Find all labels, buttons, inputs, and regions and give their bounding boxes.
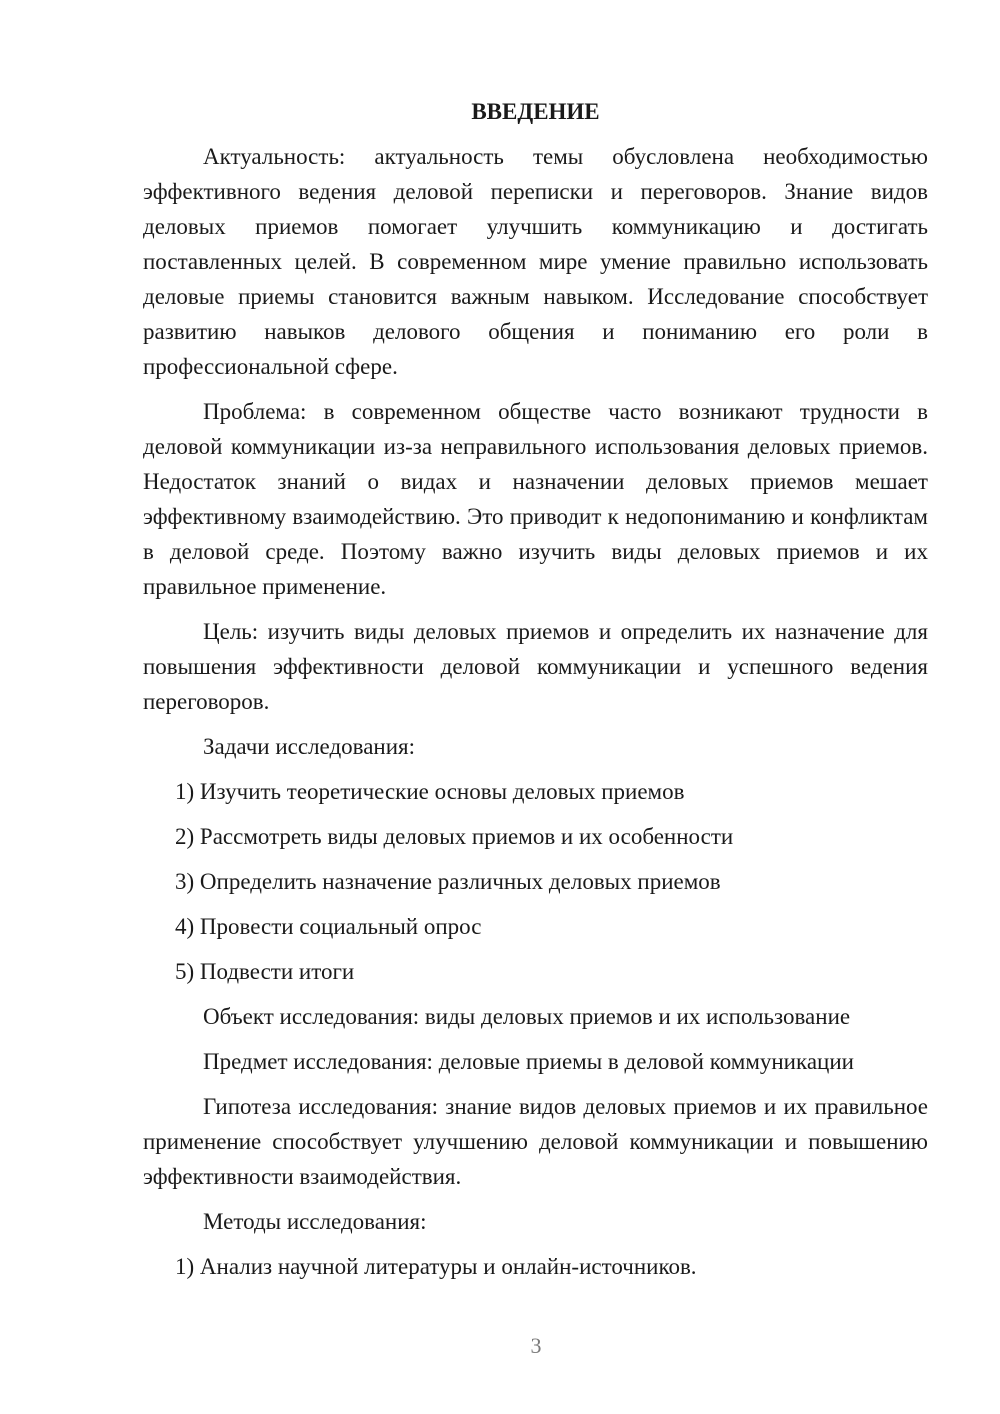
task-item: 4) Провести социальный опрос <box>175 914 482 939</box>
method-item: 1) Анализ научной литературы и онлайн-источников. <box>175 1254 697 1279</box>
document-page <box>143 94 928 1294</box>
page-number: 3 <box>530 1333 542 1358</box>
task-item: 1) Изучить теоретические основы деловых приемов <box>175 779 685 804</box>
goal-paragraph: Цель: изучить виды деловых приемов и определить их назначение для повышения эффективности деловой коммуникации и успешного ведения переговоров. <box>143 619 928 714</box>
task-item: 5) Подвести итоги <box>175 959 355 984</box>
subject-line: Предмет исследования: деловые приемы в деловой коммуникации <box>203 1049 854 1074</box>
task-item: 3) Определить назначение различных деловых приемов <box>175 869 721 894</box>
object-line: Объект исследования: виды деловых приемов и их использование <box>203 1004 851 1029</box>
hypothesis-paragraph: Гипотеза исследования: знание видов деловых приемов и их правильное применение способствует улучшению деловой коммуникации и повышению эффективности взаимодействия. <box>143 1094 928 1189</box>
page-title: ВВЕДЕНИЕ <box>471 99 600 124</box>
methods-title: Методы исследования: <box>203 1209 427 1234</box>
problem-paragraph: Проблема: в современном обществе часто возникают трудности в деловой коммуникации из-за неправильного использования деловых приемов. Недостаток знаний о видах и назначении деловых приемов мешает эффективному взаимодействию. Это приводит к недопониманию и конфликтам в деловой среде. Поэтому важно изучить виды деловых приемов и их правильное применение. <box>143 399 928 599</box>
relevance-paragraph: Актуальность: актуальность темы обусловлена необходимостью эффективного ведения деловой переписки и переговоров. Знание видов деловых приемов помогает улучшить коммуникацию и достигать поставленных целей. В современном мире умение правильно использовать деловые приемы становится важным навыком. Исследование способствует развитию навыков делового общения и пониманию его роли в профессиональной сфере. <box>143 144 928 379</box>
tasks-title: Задачи исследования: <box>203 734 416 759</box>
task-item: 2) Рассмотреть виды деловых приемов и их особенности <box>175 824 734 849</box>
